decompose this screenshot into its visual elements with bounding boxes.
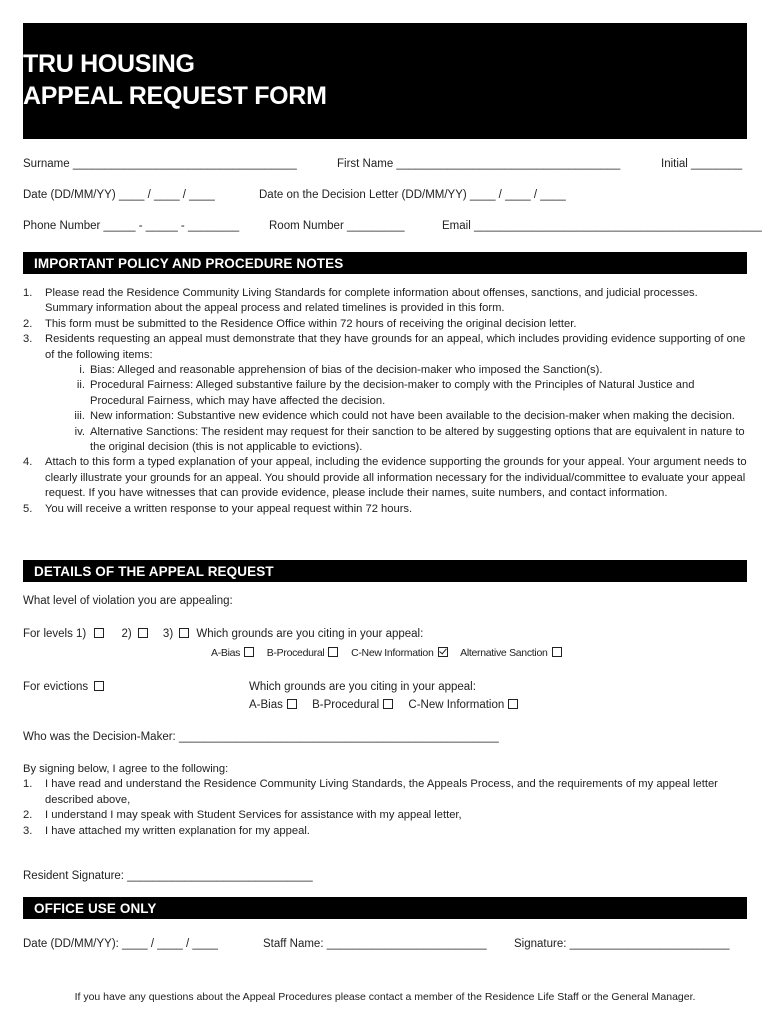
staff-name-field[interactable]: Staff Name: _________________________ [263,938,487,950]
list-item: 3. Residents requesting an appeal must demonstrate that they have grounds for an appeal, which includes providing evidence supporting of one of the following items: [23,333,746,361]
evictions-grounds-row: A-Bias B-Procedural C-New Information [249,699,518,711]
first-name-field[interactable]: First Name ___________________________________ [337,158,621,170]
evictions-checkbox[interactable] [94,681,104,691]
evictions-b-procedural-checkbox[interactable] [383,699,393,709]
office-signature-field[interactable]: Signature: _________________________ [514,938,730,950]
level-2-checkbox[interactable] [138,628,148,638]
list-subitem: iv. Alternative Sanctions: The resident may request for their sanction to be altered by suggesting options that are equivalent in nature to the original decision (this is not applicable to evictions). [74,425,745,454]
levels-a-bias-checkbox[interactable] [244,647,254,657]
policy-heading: IMPORTANT POLICY AND PROCEDURE NOTES [34,256,344,271]
list-item: 3. I have attached my written explanation for my appeal. [23,824,310,837]
evictions-c-new-information-checkbox[interactable] [508,699,518,709]
initial-field[interactable]: Initial ________ [661,158,743,170]
levels-row: For levels 1) 2) 3) Which grounds are you citing in your appeal: [23,628,424,640]
violation-question: What level of violation you are appealing: [23,595,233,607]
agreement-intro: By signing below, I agree to the following: [23,763,229,775]
evictions-grounds-question: Which grounds are you citing in your appeal: [249,681,476,693]
resident-signature-field[interactable]: Resident Signature: _____________________________ [23,870,313,882]
office-date-field[interactable]: Date (DD/MM/YY): ____ / ____ / ____ [23,938,218,950]
policy-section-header [23,252,747,274]
office-section-header [23,897,747,919]
list-item: 4. Attach to this form a typed explanation of your appeal, including the evidence supporting the grounds for your appeal. Your argument needs to clearly illustrate your grounds for an appeal. You should provide all information necessary for the individual/committee to evaluate your appeal request. If you have witnesses that can provide evidence, please include their names, suite numbers, and contact information. [23,456,747,500]
details-heading: DETAILS OF THE APPEAL REQUEST [34,564,274,579]
policy-list [23,286,747,517]
surname-field[interactable]: Surname ___________________________________ [23,158,297,170]
list-item: 2. I understand I may speak with Student Services for assistance with my appeal letter, [23,809,462,822]
footer-note: If you have any questions about the Appeal Procedures please contact a member of the Residence Life Staff or the General Manager. [74,991,696,1003]
form-header [23,23,747,139]
room-field[interactable]: Room Number _________ [269,220,405,232]
list-subitem: iii. New information: Substantive new evidence which could not have been available to the decision-maker when making the decision. [74,410,735,423]
list-item: 1. Please read the Residence Community Living Standards for complete information about offenses, sanctions, and judicial processes. Summary information about the appeal process and related timelines is provided in this form. [23,287,698,315]
details-section-header [23,560,747,582]
date-field[interactable]: Date (DD/MM/YY) ____ / ____ / ____ [23,189,215,201]
levels-b-procedural-checkbox[interactable] [328,647,338,657]
list-item: 1. I have read and understand the Residence Community Living Standards, the Appeals Process, and the requirements of my appeal letter described above, [23,778,718,806]
office-heading: OFFICE USE ONLY [34,901,157,916]
evictions-row: For evictions [23,681,104,693]
list-item: 2. This form must be submitted to the Residence Office within 72 hours of receiving the original decision letter. [23,317,577,330]
levels-alternative-sanction-checkbox[interactable] [552,647,562,657]
header-title-line2: APPEAL REQUEST FORM [23,82,327,110]
email-field[interactable]: Email _____________________________________________ [442,220,762,232]
list-subitem: ii. Procedural Fairness: Alleged substantive failure by the decision-maker to comply with the Principles of Natural Justice and Procedural Fairness, which may have affected the decision. [76,379,695,407]
grounds-question: Which grounds are you citing in your appeal: [196,628,424,640]
decision-date-field[interactable]: Date on the Decision Letter (DD/MM/YY) ____ / ____ / ____ [259,189,566,201]
phone-field[interactable]: Phone Number _____ - _____ - ________ [23,220,240,232]
level-1-checkbox[interactable] [94,628,104,638]
header-title-line1: TRU HOUSING [23,50,195,78]
list-item: 5. You will receive a written response to your appeal request within 72 hours. [23,502,413,515]
agreement-list [23,762,747,839]
list-subitem: i. Bias: Alleged and reasonable apprehension of bias of the decision-maker who imposed the Sanction(s). [79,364,603,377]
levels-grounds-row: A-Bias B-Procedural C-New Information Alternative Sanction [211,647,562,659]
evictions-a-bias-checkbox[interactable] [287,699,297,709]
levels-c-new-information-checkbox[interactable] [438,647,448,657]
decision-maker-field[interactable]: Who was the Decision-Maker: __________________________________________________ [23,731,499,743]
level-3-checkbox[interactable] [179,628,189,638]
